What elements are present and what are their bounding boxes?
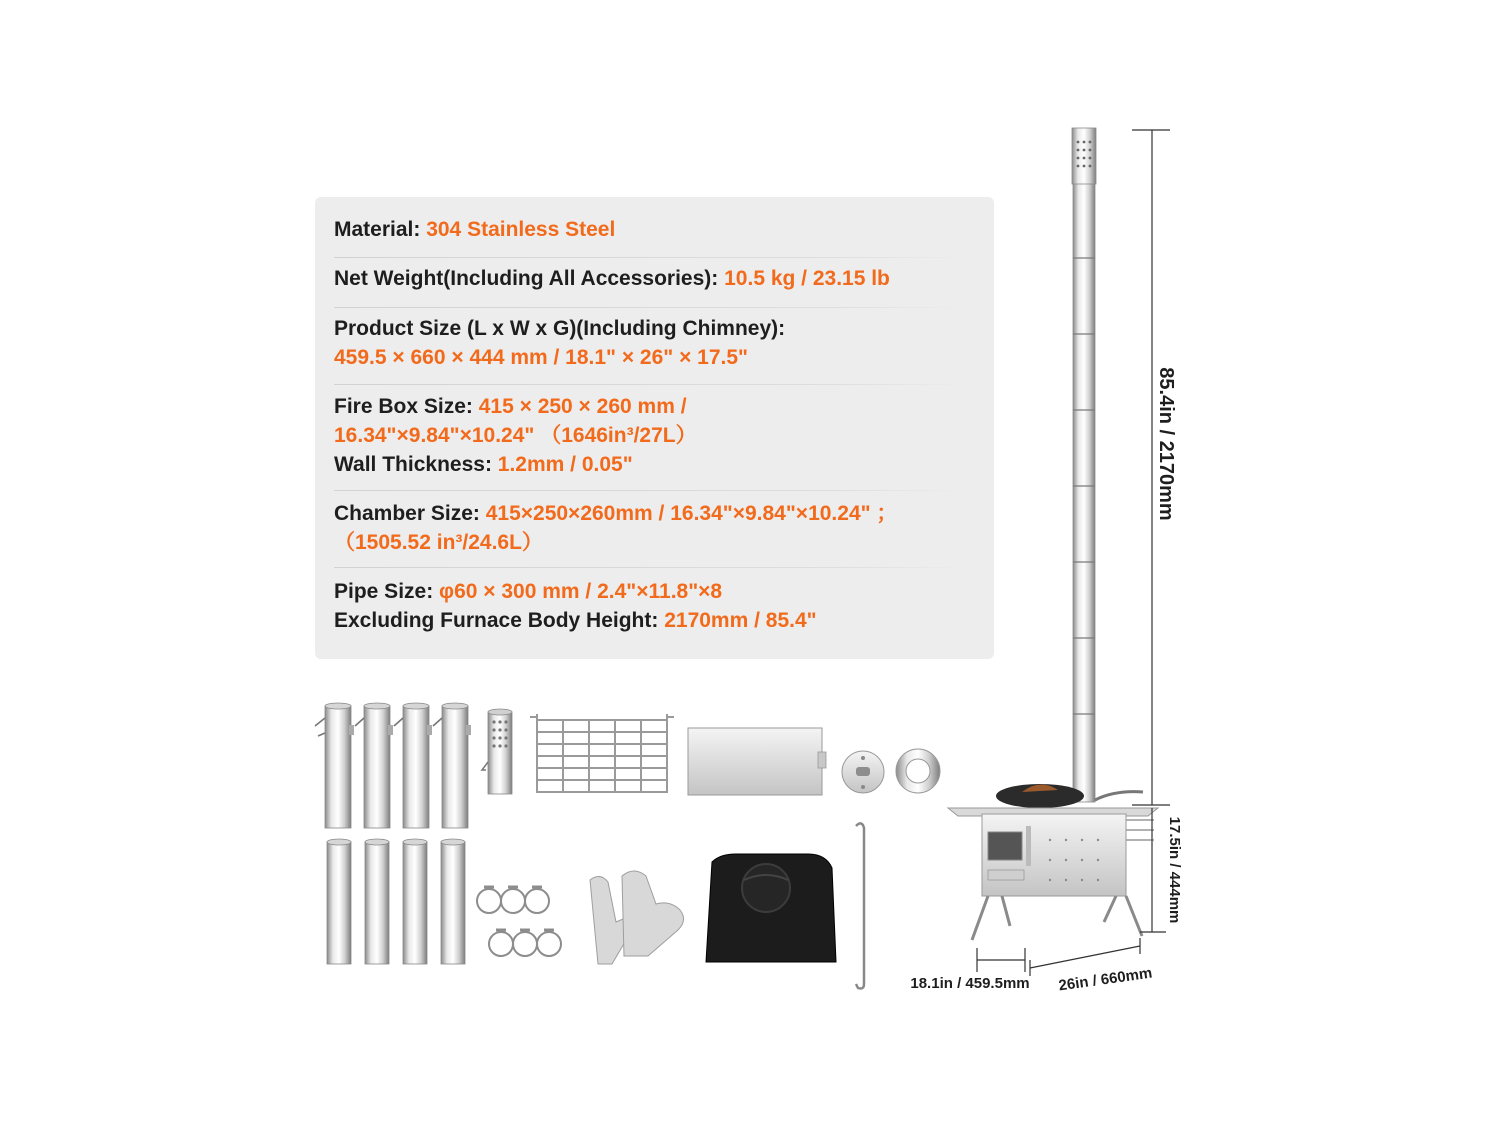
hose-clamp-icon — [477, 887, 561, 956]
chimney-pipe-icon — [327, 839, 465, 964]
body-height-label: 17.5in / 444mm — [1166, 816, 1183, 924]
carry-bag-icon — [706, 854, 836, 962]
spec-value: 16.34"×9.84"×10.24" （1646in³/27L） — [334, 424, 697, 447]
spec-value: 415×250×260mm / 16.34"×9.84"×10.24" ； — [485, 502, 898, 525]
pipe-flange-icon — [842, 751, 884, 793]
spark-arrestor-icon — [482, 709, 512, 794]
total-height-label: 85.4in / 2170mm — [1155, 367, 1177, 521]
grill-rack-icon — [530, 714, 674, 792]
depth-label: 18.1in / 459.5mm — [910, 975, 1030, 992]
wood-stove-icon — [948, 128, 1158, 940]
spec-label: Excluding Furnace Body Height: — [334, 609, 659, 632]
spec-label: Wall Thickness: — [334, 453, 492, 476]
chimney-pipe-icon — [315, 703, 471, 828]
pipe-ring-icon — [896, 749, 940, 793]
spec-value: 415 × 250 × 260 mm / — [478, 395, 687, 418]
spec-value: 1.2mm / 0.05" — [497, 453, 633, 476]
spec-value: 10.5 kg / 23.15 lb — [724, 267, 890, 290]
spec-label: Fire Box Size: — [334, 395, 473, 418]
spec-label: Product Size (L x W x G)(Including Chimney): — [334, 317, 786, 340]
poker-hook-icon — [856, 823, 864, 988]
spec-value: 304 Stainless Steel — [426, 218, 616, 241]
heat-glove-icon — [590, 871, 684, 964]
spec-value: 2170mm / 85.4" — [664, 609, 817, 632]
spec-value: （1505.52 in³/24.6L） — [334, 531, 543, 554]
side-shelf-icon — [688, 728, 826, 795]
spec-label: Chamber Size: — [334, 502, 480, 525]
spec-label: Pipe Size: — [334, 580, 434, 603]
width-label: 26in / 660mm — [1057, 964, 1154, 995]
spec-label: Material: — [334, 218, 421, 241]
spec-value: φ60 × 300 mm / 2.4"×11.8"×8 — [439, 580, 723, 603]
spec-value: 459.5 × 660 × 444 mm / 18.1" × 26" × 17.5" — [334, 346, 749, 369]
spec-label: Net Weight(Including All Accessories): — [334, 267, 719, 290]
